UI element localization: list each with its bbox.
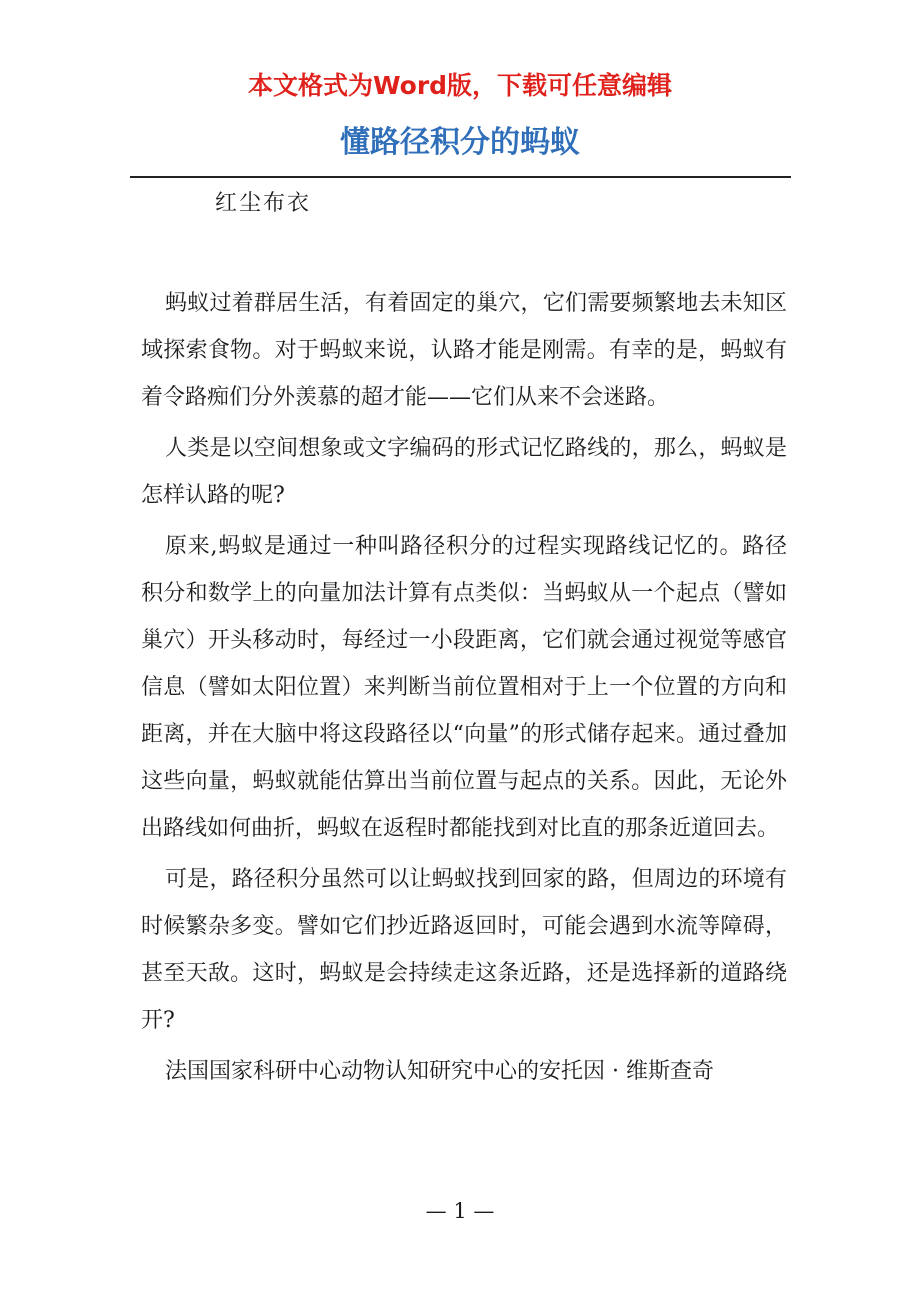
format-banner: 本文格式为Word版，下载可任意编辑 bbox=[247, 71, 673, 100]
paragraph: 人类是以空间想象或文字编码的形式记忆路线的，那么，蚂蚁是怎样认路的呢? bbox=[141, 436, 787, 508]
article-title: 懂路径积分的蚂蚁 bbox=[340, 125, 580, 160]
title-divider bbox=[130, 176, 791, 178]
page-number: — 1 — bbox=[425, 1199, 495, 1223]
paragraph: 蚂蚁过着群居生活，有着固定的巢穴，它们需要频繁地去未知区域探索食物。对于蚂蚁来说，认路才能是刚需。有幸的是，蚂蚁有着令路痴们分外羡慕的超才能——它们从来不会迷路。 bbox=[141, 291, 787, 410]
paragraph: 法国国家科研中心动物认知研究中心的安托因 · 维斯查奇 bbox=[165, 1059, 714, 1084]
paragraph: 可是，路径积分虽然可以让蚂蚁找到回家的路，但周边的环境有时候繁杂多变。譬如它们抄近路返回时，可能会遇到水流等障碍，甚至天敌。这时，蚂蚁是会持续走这条近路，还是选择新的道路绕开? bbox=[141, 867, 787, 1033]
paragraph: 原来,蚂蚁是通过一种叫路径积分的过程实现路线记忆的。路径积分和数学上的向量加法计算有点类似：当蚂蚁从一个起点（譬如巢穴）开头移动时，每经过一小段距离，它们就会通过视觉等感官信息（譬如太阳位置）来判断当前位置相对于上一个位置的方向和距离，并在大脑中将这段路径以“向量”的形式储存起来。通过叠加这些向量，蚂蚁就能估算出当前位置与起点的关系。因此，无论外出路线如何曲折，蚂蚁在返程时都能找到对比直的那条近道回去。 bbox=[141, 534, 787, 841]
author-name: 红尘布衣 bbox=[215, 191, 312, 216]
article-body bbox=[141, 280, 787, 1099]
